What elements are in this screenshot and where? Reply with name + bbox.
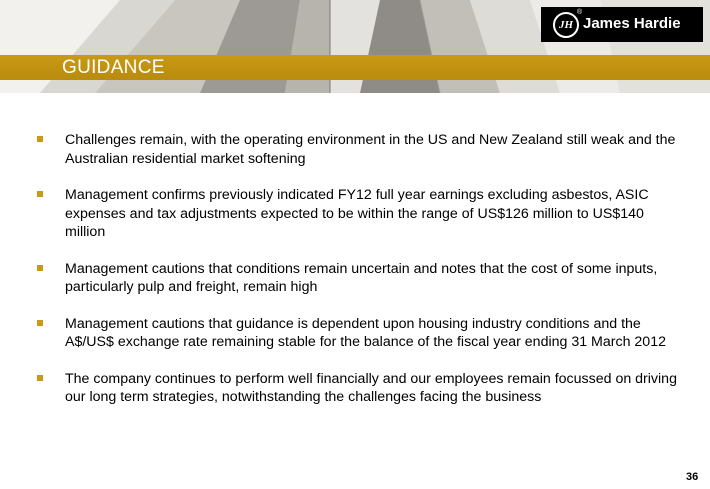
bullet-text: Challenges remain, with the operating environment in the US and New Zealand still weak and the Australian residential market softening — [65, 132, 676, 167]
bullet-item — [37, 260, 677, 297]
bullet-item — [37, 315, 677, 352]
bullet-text: Management cautions that conditions remain uncertain and notes that the cost of some inputs, particularly pulp and freight, remain high — [65, 260, 658, 295]
page-number: 36 — [686, 471, 699, 483]
bullet-text: Management confirms previously indicated FY12 full year earnings excluding asbestos, ASIC expenses and tax adjustments expected to be within the range of US$126 million to US$140 million — [65, 187, 649, 240]
bullet-text: Management cautions that guidance is dependent upon housing industry conditions and the A$/US$ exchange rate remaining stable for the balance of the fiscal year ending 31 March 2012 — [65, 315, 666, 350]
bullet-item — [37, 131, 677, 168]
company-logo — [541, 7, 703, 42]
logo-mark-icon: JH — [553, 12, 579, 38]
square-bullet-icon — [37, 191, 43, 197]
bullet-item — [37, 186, 677, 242]
square-bullet-icon — [37, 375, 43, 381]
bullet-item — [37, 370, 677, 407]
logo-company-name: James Hardie — [583, 15, 681, 32]
logo-registered-mark: ® — [577, 9, 583, 16]
square-bullet-icon — [37, 320, 43, 326]
bullet-text: The company continues to perform well financially and our employees remain focussed on driving our long term strategies, notwithstanding the challenges facing the business — [65, 370, 677, 405]
square-bullet-icon — [37, 265, 43, 271]
guidance-bullet-list — [37, 131, 677, 425]
slide-title: GUIDANCE — [62, 57, 165, 78]
square-bullet-icon — [37, 136, 43, 142]
